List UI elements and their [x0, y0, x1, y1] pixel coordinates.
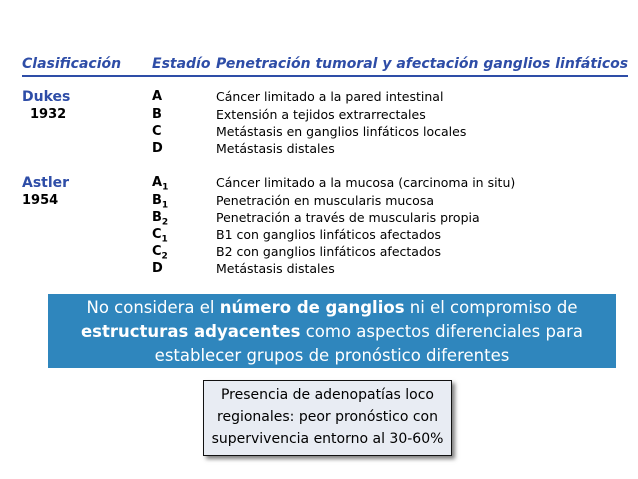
astler-stage: D: [152, 261, 163, 276]
astler-desc: Penetración en muscularis mucosa: [216, 193, 434, 208]
astler-stage: $C_1$: [152, 227, 168, 245]
note-box: [48, 294, 616, 368]
header-clasificacion: Clasificación: [22, 56, 122, 72]
note-line-3: establecer grupos de pronóstico diferentes: [154, 346, 510, 365]
dukes-desc: Metástasis en ganglios linfáticos locales: [216, 124, 467, 139]
callout-line-3: supervivencia entorno al 30-60%: [211, 431, 444, 447]
dukes-stage: D: [152, 141, 163, 156]
header-divider: [22, 75, 628, 77]
astler-desc: B1 con ganglios linfáticos afectados: [216, 227, 442, 242]
astler-desc: B2 con ganglios linfáticos afectados: [216, 244, 442, 259]
astler-desc: Penetración a través de muscularis propia: [216, 210, 480, 225]
callout-line-1: Presencia de adenopatías loco: [220, 387, 434, 403]
dukes-stage: C: [152, 124, 162, 139]
astler-stage: $A_1$: [152, 175, 169, 193]
dukes-desc: Extensión a tejidos extrarrectales: [216, 107, 426, 122]
astler-stage: $B_1$: [152, 193, 169, 211]
dukes-stage: A: [152, 89, 163, 104]
header-penetracion: Penetración tumoral y afectación ganglios linfáticos: [216, 56, 629, 72]
astler-desc: Metástasis distales: [216, 261, 335, 276]
callout-line-2: regionales: peor pronóstico con: [217, 409, 438, 425]
dukes-name: Dukes: [22, 89, 71, 105]
note-line-2: estructuras adyacentes como aspectos diferenciales para: [80, 322, 583, 341]
astler-stage: $B_2$: [152, 210, 169, 228]
astler-name: Astler: [22, 175, 70, 191]
dukes-desc: Cáncer limitado a la pared intestinal: [216, 89, 444, 104]
dukes-desc: Metástasis distales: [216, 141, 335, 156]
dukes-stage: B: [152, 107, 162, 122]
note-line-1: No considera el número de ganglios ni el compromiso de: [86, 298, 578, 317]
dukes-year: 1932: [30, 107, 67, 122]
header-estadio: Estadío: [152, 56, 211, 72]
callout-box: [203, 380, 452, 456]
astler-stage: $C_2$: [152, 244, 168, 262]
astler-year: 1954: [22, 193, 59, 208]
astler-desc: Cáncer limitado a la mucosa (carcinoma in situ): [216, 175, 516, 190]
